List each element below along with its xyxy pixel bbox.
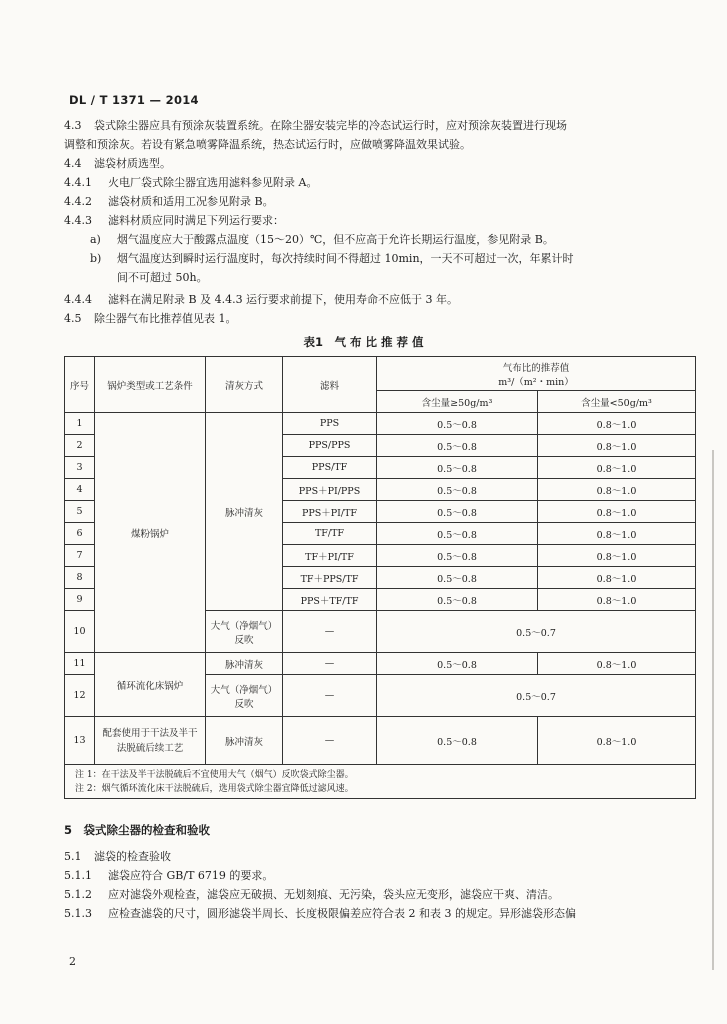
clause-text: 滤袋的检查验收 [94, 850, 171, 863]
header-dust-high: 含尘量≥50g/m³ [377, 391, 538, 413]
clause-text: 滤袋材质选型。 [94, 157, 171, 170]
clause-5-1 [64, 847, 664, 866]
clause-4-4-2 [64, 192, 664, 211]
cell-low: 0.8～1.0 [538, 413, 696, 435]
clause-4-3 [64, 116, 664, 135]
cell-low: 0.8～1.0 [538, 653, 696, 675]
table-row [65, 653, 696, 675]
header-cleaning: 清灰方式 [206, 357, 283, 413]
cleaning-pulse: 脉冲清灰 [206, 413, 283, 611]
cell-filter: PPS＋TF/TF [283, 589, 377, 611]
cell-no: 8 [65, 567, 95, 589]
item-label: a) [90, 233, 101, 246]
clause-number: 5.1.1 [64, 869, 92, 882]
clause-5-1-2 [64, 885, 664, 904]
item-text: 间不可超过 50h。 [117, 271, 208, 284]
clause-4-4-3 [64, 211, 664, 230]
table-notes-row [65, 765, 696, 799]
cell-high: 0.5～0.8 [377, 435, 538, 457]
cell-filter: PPS/PPS [283, 435, 377, 457]
header-ratio-label: 气布比的推荐值 [502, 362, 570, 374]
cell-high: 0.5～0.8 [377, 589, 538, 611]
cell-no: 5 [65, 501, 95, 523]
page-number: 2 [69, 955, 76, 968]
clause-text: 应检查滤袋的尺寸，圆形滤袋半周长、长度极限偏差应符合表 2 和表 3 的规定。异形滤袋形态偏 [108, 907, 576, 920]
header-ratio-unit: m³/（m²・min） [498, 376, 574, 388]
cell-high: 0.5～0.8 [377, 457, 538, 479]
table-row [65, 413, 696, 435]
clause-text: 袋式除尘器应具有预涂灰装置系统。在除尘器安装完毕的冷态试运行时，应对预涂灰装置进行现场 [94, 119, 567, 132]
cell-no: 3 [65, 457, 95, 479]
clause-4-4-4 [64, 290, 664, 309]
clause-5-1-3 [64, 904, 664, 923]
cell-no: 6 [65, 523, 95, 545]
clause-number: 4.4.3 [64, 214, 92, 227]
clause-4-4 [64, 154, 664, 173]
cell-high: 0.5～0.8 [377, 717, 538, 765]
cell-high: 0.5～0.8 [377, 567, 538, 589]
item-b [90, 249, 690, 268]
cell-low: 0.8～1.0 [538, 545, 696, 567]
cell-filter: PPS [283, 413, 377, 435]
cell-no: 11 [65, 653, 95, 675]
cell-filter: — [283, 611, 377, 653]
cell-high: 0.5～0.8 [377, 501, 538, 523]
table-title: 表1 气 布 比 推 荐 值 [303, 335, 424, 349]
air-cloth-ratio-table [64, 356, 696, 799]
table-notes [65, 765, 696, 799]
cell-filter: TF/TF [283, 523, 377, 545]
cell-no: 10 [65, 611, 95, 653]
document-header: DL / T 1371 — 2014 [69, 93, 199, 107]
header-boiler-type: 锅炉类型或工艺条件 [95, 357, 206, 413]
clause-text: 滤袋材质和适用工况参见附录 B。 [108, 195, 274, 208]
cell-low: 0.8～1.0 [538, 501, 696, 523]
cell-merged: 0.5～0.7 [377, 611, 696, 653]
cell-filter: PPS＋PI/PPS [283, 479, 377, 501]
cell-no: 4 [65, 479, 95, 501]
clause-text: 滤袋应符合 GB/T 6719 的要求。 [108, 869, 274, 882]
cell-no: 12 [65, 675, 95, 717]
clause-number: 5.1.2 [64, 888, 92, 901]
cleaning-pulse: 脉冲清灰 [206, 653, 283, 675]
cell-high: 0.5～0.8 [377, 523, 538, 545]
cell-filter: TF＋PI/TF [283, 545, 377, 567]
cell-low: 0.8～1.0 [538, 457, 696, 479]
cell-high: 0.5～0.8 [377, 653, 538, 675]
cell-low: 0.8～1.0 [538, 717, 696, 765]
item-a [90, 230, 690, 249]
note-2: 注 2：烟气循环流化床干法脱硫后，选用袋式除尘器宜降低过滤风速。 [75, 783, 354, 794]
cell-low: 0.8～1.0 [538, 435, 696, 457]
header-filter: 滤料 [283, 357, 377, 413]
cell-low: 0.8～1.0 [538, 589, 696, 611]
cell-low: 0.8～1.0 [538, 567, 696, 589]
clause-4-5 [64, 309, 664, 328]
cell-filter: TF＋PPS/TF [283, 567, 377, 589]
note-1: 注 1：在干法及半干法脱硫后不宜使用大气（烟气）反吹袋式除尘器。 [75, 769, 354, 780]
cell-filter: — [283, 653, 377, 675]
item-text: 烟气温度应大于酸露点温度（15～20）℃，但不应高于允许长期运行温度，参见附录 B。 [117, 233, 554, 246]
clause-number: 4.4.2 [64, 195, 92, 208]
table-header-row [65, 357, 696, 391]
clause-text: 滤料在满足附录 B 及 4.4.3 运行要求前提下，使用寿命不应低于 3 年。 [108, 293, 459, 306]
item-text: 烟气温度达到瞬时运行温度时，每次持续时间不得超过 10min，一天不可超过一次，年累计时 [117, 252, 574, 265]
clause-number: 4.4 [64, 157, 82, 170]
cleaning-pulse: 脉冲清灰 [206, 717, 283, 765]
cell-filter: — [283, 675, 377, 717]
clause-text: 滤料材质应同时满足下列运行要求： [108, 214, 284, 227]
clause-text: 调整和预涂灰。若设有紧急喷雾降温系统，热态试运行时，应做喷雾降温效果试验。 [64, 138, 471, 151]
cell-filter: — [283, 717, 377, 765]
cell-low: 0.8～1.0 [538, 479, 696, 501]
group-cfb: 循环流化床锅炉 [95, 653, 206, 717]
cell-no: 2 [65, 435, 95, 457]
clause-4-4-1 [64, 173, 664, 192]
clause-number: 5.1.3 [64, 907, 92, 920]
cell-filter: PPS/TF [283, 457, 377, 479]
cell-no: 13 [65, 717, 95, 765]
clause-text: 应对滤袋外观检查，滤袋应无破损、无划刻痕、无污染，袋头应无变形，滤袋应干爽、清洁。 [108, 888, 559, 901]
cell-no: 7 [65, 545, 95, 567]
header-dust-low: 含尘量<50g/m³ [538, 391, 696, 413]
cell-no: 9 [65, 589, 95, 611]
clause-number: 4.5 [64, 312, 82, 325]
header-ratio [377, 357, 696, 391]
section-5-title: 5 袋式除尘器的检查和验收 [64, 823, 211, 837]
cell-filter: PPS＋PI/TF [283, 501, 377, 523]
group-semi-dry: 配套使用于干法及半干法脱硫后续工艺 [95, 717, 206, 765]
header-no: 序号 [65, 357, 95, 413]
clause-text: 火电厂袋式除尘器宜选用滤料参见附录 A。 [108, 176, 318, 189]
cell-high: 0.5～0.8 [377, 479, 538, 501]
cleaning-air: 大气（净烟气）反吹 [206, 611, 283, 653]
scan-edge-shadow [712, 450, 714, 970]
clause-text: 除尘器气布比推荐值见表 1。 [94, 312, 237, 325]
cell-no: 1 [65, 413, 95, 435]
item-b-continued [117, 268, 717, 287]
cell-high: 0.5～0.8 [377, 413, 538, 435]
cell-low: 0.8～1.0 [538, 523, 696, 545]
clause-5-1-1 [64, 866, 664, 885]
cell-high: 0.5～0.8 [377, 545, 538, 567]
table-row [65, 717, 696, 765]
cleaning-air: 大气（净烟气）反吹 [206, 675, 283, 717]
clause-number: 4.3 [64, 119, 82, 132]
clause-number: 5.1 [64, 850, 82, 863]
item-label: b) [90, 252, 102, 265]
cell-merged: 0.5～0.7 [377, 675, 696, 717]
clause-4-3-continued [64, 135, 664, 154]
group-coal: 煤粉锅炉 [95, 413, 206, 653]
clause-number: 4.4.4 [64, 293, 92, 306]
clause-number: 4.4.1 [64, 176, 92, 189]
